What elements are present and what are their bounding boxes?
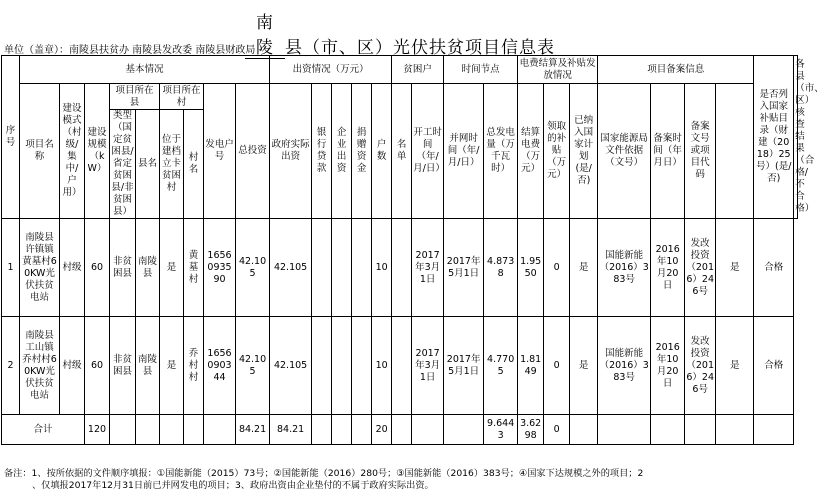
cell-bank [312,219,332,317]
project-info-table [1,55,824,445]
cell-total: 42.105 [236,219,270,317]
header-plan: 已纳入国家计划(是/否) [570,84,598,219]
cell-file-time: 2016年10月20日 [651,317,685,415]
cell-list [392,317,412,415]
cell-check: 合格 [754,219,794,317]
cell-village-card: 是 [160,317,184,415]
cell-ent [332,317,352,415]
footnote-line-1: 备注：1、按所依据的文件顺序填报：①国能新能（2015）73号；②国能新能（2016）280号；③国能新能（2016）383号；④国家下达规模之外的项目；2 [4,468,644,479]
total-gen: 9.6443 [484,415,518,445]
header-file-doc: 备案文号或项目代码 [685,84,716,219]
header-file-time: 备案时间（年月日） [651,84,685,219]
table-row [2,317,798,415]
header-elec: 电费结算及补贴发放情况 [518,56,598,84]
cell-village-name: 乔村村 [184,317,204,415]
total-subsidy: 0 [544,415,570,445]
cell-bank [312,317,332,415]
header-gov: 政府实际出资 [270,84,312,219]
title-rest: 县（市、区）光伏扶贫项目信息表 [285,38,555,58]
cell-name: 南陵县许镇镇黄墓村60KW光伏扶贫电站 [20,219,60,317]
footnote-line-2: 、仅填报2017年12月31日前已并网发电的项目；3、政府出资由企业垫付的不属于政府实际出资。 [32,480,434,491]
cell-settle: 1.8149 [518,317,544,415]
cell-gen: 4.8738 [484,219,518,317]
header-check: 各县（市、区）核查结果（合格/不合格） [794,56,798,219]
header-total: 总投资 [236,84,270,219]
header-households: 户数 [372,84,392,219]
cell-grid: 2017年5月1日 [444,317,484,415]
header-subsidy: 领取的补贴（万元） [544,84,570,219]
header-ent: 企业出资 [332,84,352,219]
cell-meter: 1656093590 [204,219,236,317]
cell-donate [352,317,372,415]
cell-total: 42.105 [236,317,270,415]
cell-plan: 是 [570,317,598,415]
header-mode: 建设模式（村级/集中/户用） [60,84,85,219]
header-poor: 贫困户 [392,56,444,84]
cell-mode: 村级 [60,219,85,317]
cell-mode: 村级 [60,317,85,415]
cell-nea-doc: 国能新能（2016）383号 [598,219,651,317]
cell-ent [332,219,352,317]
header-time: 时间节点 [444,56,518,84]
total-scale: 120 [85,415,110,445]
cell-households: 10 [372,317,392,415]
cell-county-name: 南陵县 [136,219,160,317]
total-gov: 84.21 [270,415,312,445]
header-grid: 并网时间（年/月/日） [444,84,484,219]
header-county-name: 县名 [136,110,160,219]
cell-households: 10 [372,219,392,317]
total-households: 20 [372,415,392,445]
header-name: 项目名称 [20,84,60,219]
header-county-loc: 项目所在县 [110,84,160,110]
cell-settle: 1.9550 [518,219,544,317]
header-seq: 序号 [2,56,20,219]
cell-village-name: 黄墓村 [184,219,204,317]
cell-gen: 4.7705 [484,317,518,415]
cell-plan: 是 [570,219,598,317]
total-settle: 3.6298 [518,415,544,445]
cell-subsidy: 0 [544,219,570,317]
cell-gov: 42.105 [270,317,312,415]
cell-name: 南陵县工山镇乔村村60KW光伏扶贫电站 [20,317,60,415]
header-catalog: 是否列入国家补贴目录（财建（2018）25号）(是/否) [754,56,794,219]
cell-seq: 1 [2,219,20,317]
header-village-loc: 项目所在村 [160,84,204,110]
cell-file-time: 2016年10月20日 [651,219,685,317]
cell-check: 合格 [754,317,794,415]
cell-county-type: 非贫困县 [110,219,136,317]
cell-start: 2017年3月1日 [412,317,444,415]
total-label: 合计 [2,415,85,445]
cell-scale: 60 [85,317,110,415]
cell-county-name: 南陵县 [136,317,160,415]
cell-file-doc: 发改投资（2016）246号 [685,219,716,317]
cell-county-type: 非贫困县 [110,317,136,415]
header-meter: 发电户号 [204,84,236,219]
cell-grid: 2017年5月1日 [444,219,484,317]
header-village-name: 村名 [184,110,204,219]
header-nea-doc: 国家能源局文件依据（文号） [598,84,651,219]
footnote [4,468,796,492]
cell-gov: 42.105 [270,219,312,317]
header-village-card: 位于建档立卡贫困村 [160,110,184,219]
cell-file-doc: 发改投资（2016）246号 [685,317,716,415]
total-row [2,415,798,445]
header-bank: 银行贷款 [312,84,332,219]
cell-list [392,219,412,317]
header-settle: 结算电费（万元） [518,84,544,219]
cell-scale: 60 [85,219,110,317]
header-scale: 建设规模（kW） [85,84,110,219]
total-invest: 84.21 [236,415,270,445]
unit-line: 单位（盖章）：南陵县扶贫办 南陵县发改委 南陵县财政局 [4,45,256,56]
cell-meter: 1656090344 [204,317,236,415]
header-list: 名单 [392,84,412,219]
header-invest: 出资情况（万元） [270,56,392,84]
cell-seq: 2 [2,317,20,415]
header-filing: 项目备案信息 [598,56,754,84]
cell-donate [352,219,372,317]
cell-subsidy: 0 [544,317,570,415]
table-row [2,219,798,317]
cell-village-card: 是 [160,219,184,317]
header-donate: 捐赠资金 [352,84,372,219]
cell-catalog: 是 [716,317,754,415]
header-start: 开工时间（年/月/日） [412,84,444,219]
cell-catalog: 是 [716,219,754,317]
header-basic: 基本情况 [20,56,270,84]
header-county-type: 类型（国定贫困县/省定贫困县/非贫困县） [111,110,134,217]
cell-start: 2017年3月1日 [412,219,444,317]
title-region: 南陵 [245,8,285,59]
header-gen: 总发电量（万千瓦时） [484,84,518,219]
cell-nea-doc: 国能新能（2016）383号 [598,317,651,415]
